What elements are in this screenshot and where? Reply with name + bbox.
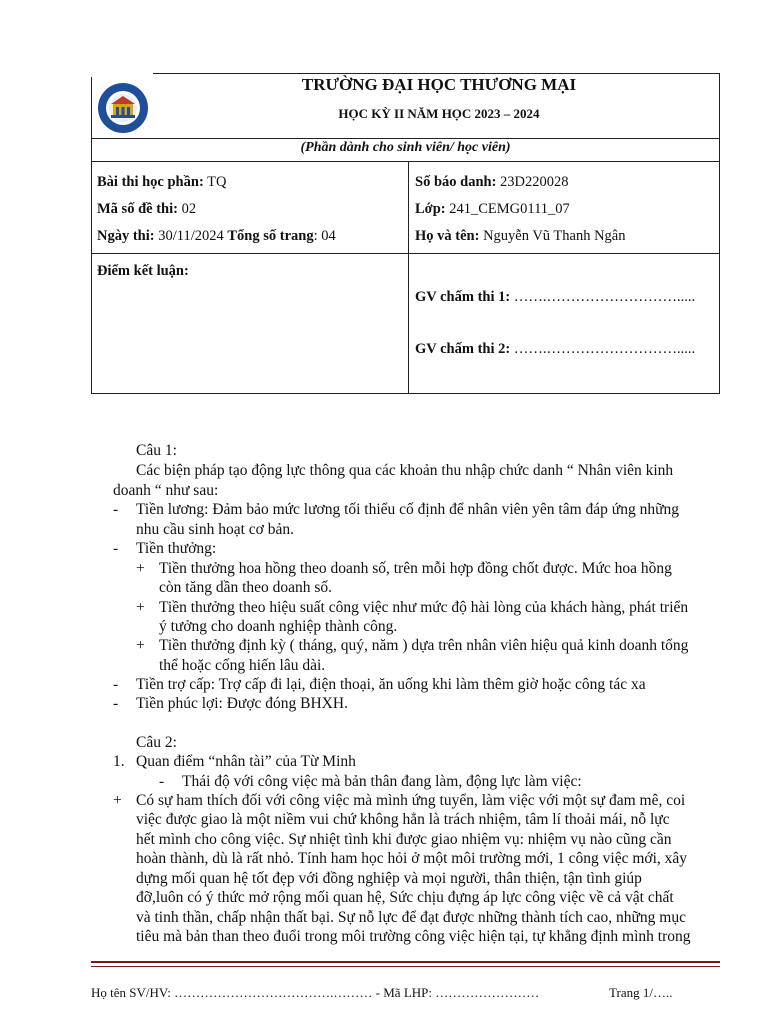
exam-date-field [97, 228, 336, 245]
student-id-field [415, 174, 569, 191]
sub-list-item: thể hoặc cống hiến lâu dài. [159, 657, 326, 674]
table-divider [408, 161, 409, 394]
dash-bullet: - [159, 773, 165, 790]
dash-bullet: - [113, 540, 119, 557]
subject-label: Bài thi học phần: [97, 174, 204, 190]
university-name: TRƯỜNG ĐẠI HỌC THƯƠNG MẠI [301, 75, 577, 94]
question-1-title: Câu 1: [136, 442, 177, 459]
class-label: Lớp: [415, 201, 446, 217]
sub-list-item: Tiền thưởng theo hiệu suất công việc như mức độ hài lòng của khách hàng, phát triển [159, 599, 689, 616]
exam-date-label: Ngày thi: [97, 228, 155, 244]
dash-bullet: - [113, 676, 119, 693]
numbered-marker: 1. [113, 753, 125, 770]
paragraph-line: dựng mối quan hệ tốt đẹp với đồng nghiệp và mọi người, thân thiện, tận tình giúp [136, 870, 642, 887]
full-name-label: Họ và tên: [415, 228, 480, 244]
sub-list-item: Tiền thưởng hoa hồng theo doanh số, trên mỗi hợp đồng chốt được. Mức hoa hồng [159, 560, 672, 577]
dash-bullet: - [113, 695, 119, 712]
grader-2-field [415, 341, 695, 358]
list-item: Tiền trợ cấp: Trợ cấp đi lại, điện thoại, ăn uống khi làm thêm giờ hoặc công tác xa [136, 676, 646, 693]
paragraph-line: hết mình cho công việc. Sự nhiệt tình khi được giao nhiệm vụ: nhiệm vụ nào cũng cần [136, 831, 672, 848]
final-score-label: Điểm kết luận: [97, 263, 189, 279]
footer-rule [91, 966, 720, 967]
semester-title: HỌC KỲ II NĂM HỌC 2023 – 2024 [338, 106, 540, 121]
exam-code-field [97, 201, 196, 218]
exam-code-value: 02 [177, 201, 197, 217]
total-pages-label: Tổng số trang [227, 228, 314, 244]
list-item: Tiền thưởng: [136, 540, 217, 557]
final-score-field [97, 263, 189, 280]
class-field [415, 201, 570, 218]
grader-1-dots: …….………………………..... [510, 289, 696, 305]
total-pages-value: : 04 [313, 228, 336, 244]
table-divider [91, 253, 720, 254]
paragraph-line: việc được giao là một niềm vui chứ không hẳn là trách nhiệm, tâm lí thoải mái, nỗ lực [136, 811, 670, 828]
sub-list-item: còn tăng dần theo doanh số. [159, 579, 333, 596]
student-id-label: Số báo danh: [415, 174, 497, 190]
paragraph-line: và tinh thần, chấp nhận thất bại. Sự nỗ lực để đạt được những thành tích cao, những mục [136, 909, 686, 926]
footer-page-number: Trang 1/….. [609, 985, 673, 1000]
footer-student-info: Họ tên SV/HV: ……………………………….……… - Mã LHP: …………………… [91, 985, 540, 1000]
exam-code-label: Mã số đề thi: [97, 201, 178, 217]
sub-list-item: ý tưởng cho doanh nghiệp thành công. [159, 618, 398, 635]
grader-2-label: GV chấm thi 2: [415, 341, 511, 357]
university-logo [97, 82, 149, 134]
plus-bullet: + [113, 792, 122, 809]
table-divider [91, 138, 720, 139]
class-value: 241_CEMG0111_07 [445, 201, 570, 217]
paragraph-line: doanh “ như sau: [113, 482, 219, 499]
list-item: Tiền lương: Đảm bảo mức lương tối thiểu cố định để nhân viên yên tâm đáp ứng những [136, 501, 679, 518]
table-divider [91, 161, 720, 162]
plus-bullet: + [136, 637, 145, 654]
student-id-value: 23D220028 [496, 174, 569, 190]
full-name-value: Nguyễn Vũ Thanh Ngân [479, 228, 626, 244]
list-item: nhu cầu sinh hoạt cơ bản. [136, 521, 294, 538]
grader-2-dots: …….………………………..... [510, 341, 696, 357]
sub-heading: Thái độ với công việc mà bản thân đang làm, động lực làm việc: [182, 773, 582, 790]
paragraph-line: đỡ,luôn có ý thức mở rộng mối quan hệ, Sức chịu đựng áp lực công việc về cả vật chất [136, 889, 674, 906]
paragraph-line: Có sự ham thích đối với công việc mà mình ứng tuyển, làm việc với một sự đam mê, coi [136, 792, 686, 809]
border-gap [91, 70, 153, 77]
subject-field [97, 174, 226, 191]
exam-date-value: 30/11/2024 [154, 228, 228, 244]
plus-bullet: + [136, 560, 145, 577]
numbered-item: Quan điểm “nhân tài” của Từ Minh [136, 753, 356, 770]
full-name-field [415, 228, 626, 245]
list-item: Tiền phúc lợi: Được đóng BHXH. [136, 695, 348, 712]
paragraph-line: hoàn thành, dù là rất nhỏ. Tính ham học hỏi ở một môi trường mới, 1 công việc mới, xây [136, 850, 688, 867]
paragraph-line: Các biện pháp tạo động lực thông qua các khoản thu nhập chức danh “ Nhân viên kinh [136, 462, 674, 479]
student-section-note: (Phần dành cho sinh viên/ học viên) [300, 140, 511, 155]
sub-list-item: Tiền thưởng định kỳ ( tháng, quý, năm ) dựa trên nhân viên hiệu quả kinh doanh tổng [159, 637, 689, 654]
question-2-title: Câu 2: [136, 734, 177, 751]
plus-bullet: + [136, 599, 145, 616]
subject-value: TQ [203, 174, 227, 190]
paragraph-line: tiêu mà bản than theo đuổi trong môi trường công việc hiện tại, tự khẳng định mình trong [136, 928, 691, 945]
footer-rule [91, 961, 720, 963]
grader-1-label: GV chấm thi 1: [415, 289, 511, 305]
grader-1-field [415, 289, 695, 306]
dash-bullet: - [113, 501, 119, 518]
